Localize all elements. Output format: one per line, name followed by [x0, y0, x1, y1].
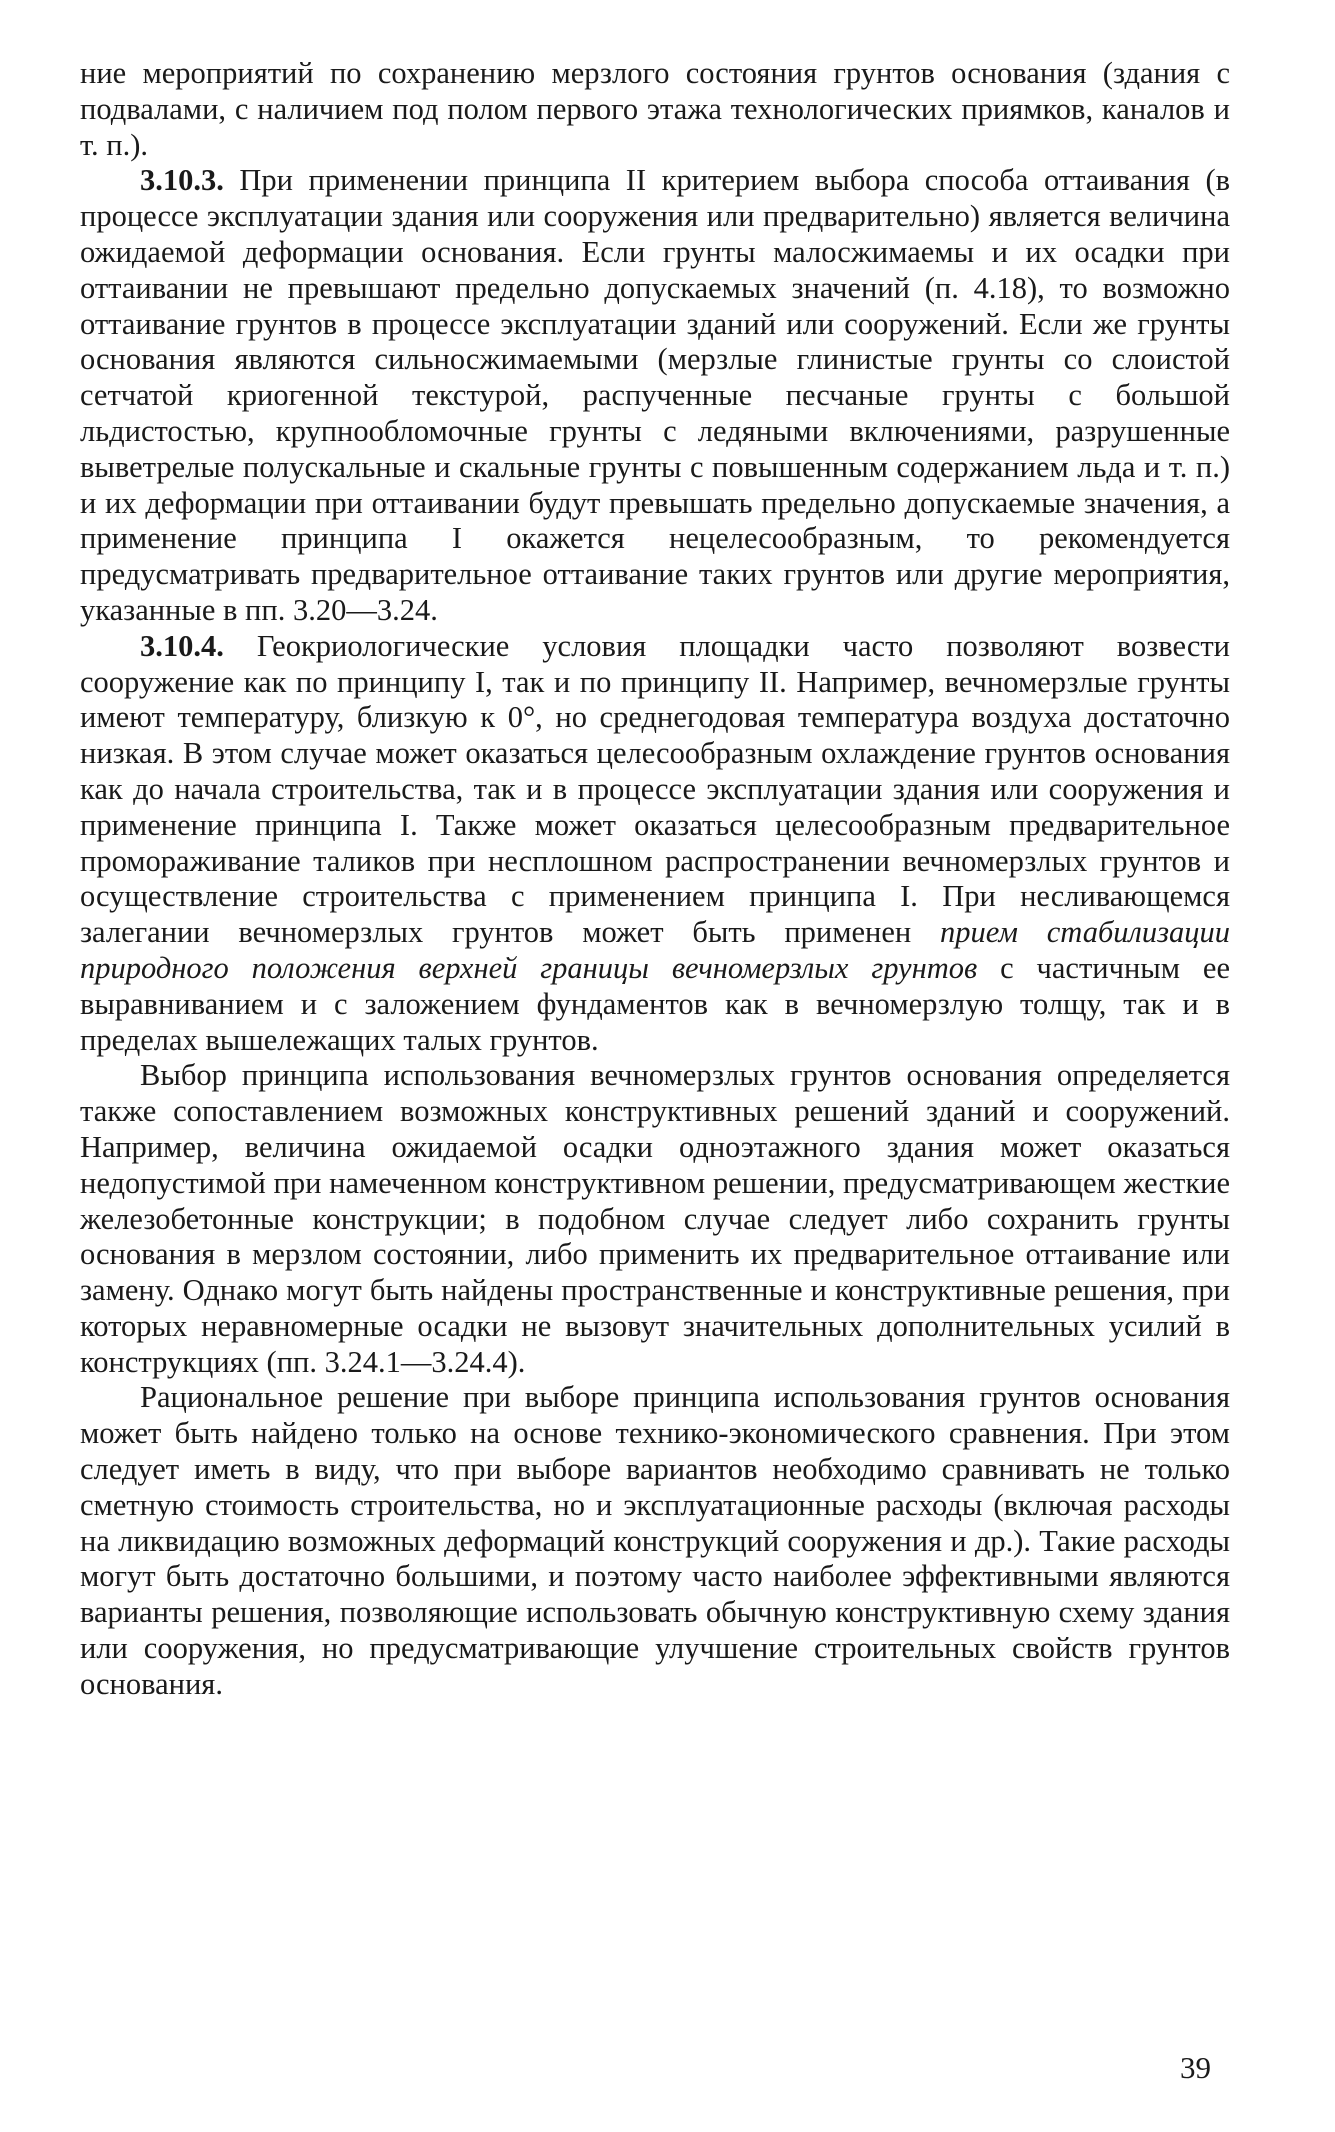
paragraph-rational: Рациональное решение при выборе принципа использования грунтов основания может быть найдено только на основе технико-экономического сравнения. При этом следует иметь в виду, что при выборе вариантов необходимо сравнивать не только сметную стоимость строительства, но и эксплуатационные расходы (включая расходы на ликвидацию возможных деформаций конструкций сооружения и др.). Такие расходы могут быть достаточно большими, и поэтому часто наиболее эффективными являются варианты решения, позволяющие использовать обычную конструктивную схему здания или сооружения, но предусматривающие улучшение строительных свойств грунтов основания.	[80, 1380, 1230, 1701]
section-number-3-10-3: 3.10.3.	[140, 163, 224, 198]
document-page	[80, 56, 1230, 1703]
paragraph-3-10-4	[80, 629, 1230, 1059]
section-text-3-10-4-italic: прием стабилизации природного положения верхней границы вечномерзлых грунтов	[80, 915, 1230, 985]
paragraph-3-10-3	[80, 163, 1230, 628]
section-text-3-10-4-before: Геокриологические условия площадки часто позволяют возвести сооружение как по принципу I, так и по принципу II. Например, вечномерзлые грунты имеют температуру, близкую к 0°, но среднегодовая температура воздуха достаточно низкая. В этом случае может оказаться целесообразным охлаждение грунтов основания как до начала строительства, так и в процессе эксплуатации здания или сооружения и применение принципа I. Также может оказаться целесообразным предварительное промораживание таликов при несплошном распространении вечномерзлых грунтов и осуществление строительства с применением принципа I. При несливающемся залегании вечномерзлых грунтов может быть применен	[80, 628, 1231, 950]
page-number: 39	[1180, 2050, 1211, 2085]
section-text-3-10-3: При применении принципа II критерием выбора способа оттаивания (в процессе эксплуатации здания или сооружения или предварительно) является величина ожидаемой деформации основания. Если грунты малосжимаемы и их осадки при оттаивании не превышают предельно допускаемых значений (п. 4.18), то возможно оттаивание грунтов в процессе эксплуатации зданий или сооружений. Если же грунты основания являются сильносжимаемыми (мерзлые глинистые грунты со слоистой сетчатой криогенной текстурой, распученные песчаные грунты с большой льдистостью, крупнообломочные грунты с ледяными включениями, разрушенные выветрелые полускальные и скальные грунты с повышенным содержанием льда и т. п.) и их деформации при оттаивании будут превышать предельно допускаемые значения, а применение принципа I окажется нецелесообразным, то рекомендуется предусматривать предварительное оттаивание таких грунтов или другие мероприятия, указанные в пп. 3.20—3.24.	[80, 163, 1230, 627]
paragraph-continuation: ние мероприятий по сохранению мерзлого состояния грунтов основания (здания с подвалами, с наличием под полом первого этажа технологических приямков, каналов и т. п.).	[80, 56, 1230, 162]
section-text-3-10-4-after: с частичным ее выравниванием и с заложением фундаментов как в вечномерзлую толщу, так и в пределах вышележащих талых грунтов.	[80, 950, 1230, 1057]
paragraph-choice: Выбор принципа использования вечномерзлых грунтов основания определяется также сопоставлением возможных конструктивных решений зданий и сооружений. Например, величина ожидаемой осадки одноэтажного здания может оказаться недопустимой при намеченном конструктивном решении, предусматривающем жесткие железобетонные конструкции; в подобном случае следует либо сохранить грунты основания в мерзлом состоянии, либо применить их предварительное оттаивание или замену. Однако могут быть найдены пространственные и конструктивные решения, при которых неравномерные осадки не вызовут значительных дополнительных усилий в конструкциях (пп. 3.24.1—3.24.4).	[80, 1058, 1230, 1379]
section-number-3-10-4: 3.10.4.	[140, 628, 224, 663]
